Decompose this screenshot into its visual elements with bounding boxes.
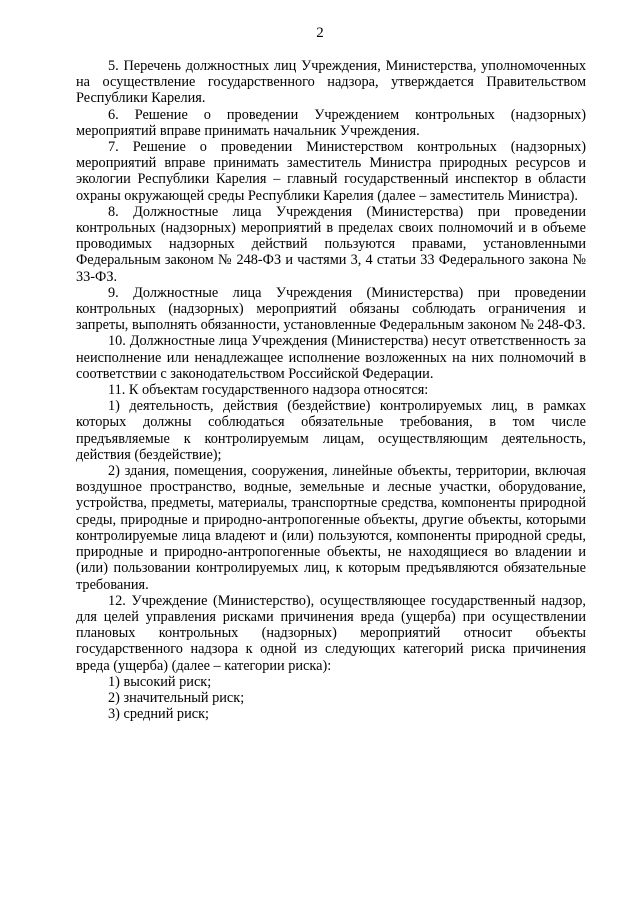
paragraph-9: 9. Должностные лица Учреждения (Министерства) при проведении контрольных (надзорных) мероприятий обязаны соблюдать ограничения и запреты, выполнять обязанности, установленные Федеральным законом № 248-ФЗ. <box>76 284 586 334</box>
page-number: 2 <box>316 25 324 41</box>
paragraph-10: 10. Должностные лица Учреждения (Министерства) несут ответственность за неисполнение или ненадлежащее исполнение возложенных на них полномочий в соответствии с законодательством Российской Федерации. <box>76 333 586 382</box>
paragraph-12-item-1: 1) высокий риск; <box>108 673 212 690</box>
paragraph-12-item-2: 2) значительный риск; <box>108 689 245 706</box>
paragraph-8: 8. Должностные лица Учреждения (Министерства) при проведении контрольных (надзорных) мероприятий в пределах своих полномочий и в объеме проводимых надзорных действий пользуются правами, установленными Федеральным законом № 248-ФЗ и частями 3, 4 статьи 33 Федерального закона № 33-ФЗ. <box>76 203 586 285</box>
document-body <box>76 58 586 722</box>
paragraph-12-item-3: 3) средний риск; <box>108 706 209 723</box>
paragraph-5: 5. Перечень должностных лиц Учреждения, Министерства, уполномоченных на осуществление государственного надзора, утверждается Правительством Республики Карелия. <box>76 58 586 107</box>
paragraph-11: 11. К объектам государственного надзора относятся: <box>108 382 429 399</box>
paragraph-12: 12. Учреждение (Министерство), осуществляющее государственный надзор, для целей управления рисками причинения вреда (ущерба) при осуществлении плановых контрольных (надзорных) мероприятий относит объекты государственного надзора к одной из следующих категорий риска причинения вреда (ущерба) (далее – категории риска): <box>76 592 586 674</box>
paragraph-6: 6. Решение о проведении Учреждением контрольных (надзорных) мероприятий вправе принимать начальник Учреждения. <box>76 106 586 139</box>
paragraph-7: 7. Решение о проведении Министерством контрольных (надзорных) мероприятий вправе принимать заместитель Министра природных ресурсов и экологии Республики Карелия – главный государственный инспектор в области охраны окружающей среды Республики Карелия (далее – заместитель Министра). <box>76 139 586 204</box>
paragraph-11-item-2: 2) здания, помещения, сооружения, линейные объекты, территории, включая воздушное пространство, водные, земельные и лесные участки, оборудование, устройства, предметы, материалы, транспортные средства, компоненты природной среды, природные и природно-антропогенные объекты, другие объекты, которыми контролируемые лица владеют и (или) пользуются, компоненты природной среды, природные и природно-антропогенные объекты, не находящиеся во владении и (или) пользовании контролируемых лиц, к которым предъявляются обязательные требования. <box>76 463 586 593</box>
paragraph-11-item-1: 1) деятельность, действия (бездействие) контролируемых лиц, в рамках которых должны соблюдаться обязательные требования, в том числе предъявляемые к контролируемым лицам, осуществляющим деятельность, действия (бездействие); <box>76 398 586 463</box>
